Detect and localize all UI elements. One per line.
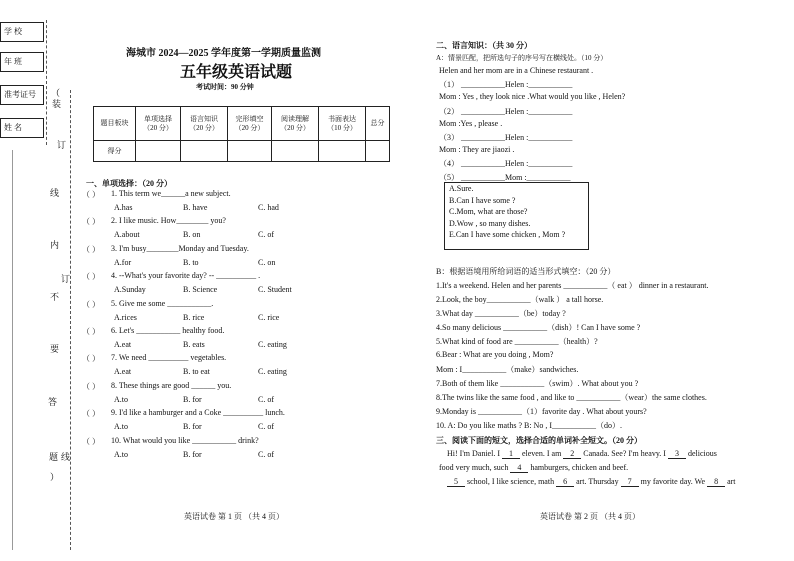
- option-label[interactable]: A.rices: [114, 312, 137, 322]
- question-stem: 5. Give me some ___________.: [111, 298, 214, 308]
- answer-paren[interactable]: （ ）: [82, 299, 100, 309]
- fill-line: 3.What day ___________（be）today ?: [436, 309, 566, 318]
- fill-line: 6.Bear : What are you doing , Mom?: [436, 350, 554, 359]
- seal-char: 内: [50, 240, 60, 250]
- school-field[interactable]: [0, 22, 44, 42]
- passage-text: my favorite day. We: [638, 477, 708, 486]
- passage-text: delicious: [685, 449, 717, 458]
- passage-line: [447, 449, 717, 459]
- section2-title: 二、语言知识：（共 30 分）: [436, 41, 532, 50]
- seal-line: [70, 90, 71, 550]
- fill-line: Mom : I___________（make）sandwiches.: [436, 365, 579, 374]
- class-label: 年 班: [4, 57, 22, 66]
- binding-line: [46, 20, 47, 145]
- name-label: 姓 名: [4, 123, 22, 132]
- option-label[interactable]: C. of: [258, 230, 274, 240]
- fill-line: 7.Both of them like ___________（swim）. What about you ?: [436, 379, 639, 388]
- exam-time: 考试时间：90 分钟: [196, 83, 254, 91]
- blank-number[interactable]: 6: [556, 477, 574, 487]
- seal-char: 订: [57, 140, 67, 150]
- answer-paren[interactable]: （ ）: [82, 354, 100, 364]
- score-cell[interactable]: [366, 141, 390, 162]
- dialog-line: （2） ___________Helen :___________: [439, 106, 573, 116]
- option-label[interactable]: A.has: [114, 203, 133, 212]
- inner-char: 订: [61, 274, 71, 284]
- question-stem: 3. I'm busy________Monday and Tuesday.: [111, 243, 249, 253]
- score-header: 完形填空 （20 分）: [228, 107, 272, 141]
- option-label[interactable]: B. for: [183, 394, 202, 404]
- option-label[interactable]: C. eating: [258, 367, 287, 377]
- option-label[interactable]: C. of: [258, 422, 274, 432]
- seal-char: 答: [48, 397, 58, 407]
- passage-text: Hi! I'm Daniel. I: [447, 449, 502, 458]
- score-header: 总分: [366, 107, 390, 141]
- option-label[interactable]: B. rice: [183, 312, 205, 322]
- answer-paren[interactable]: （ ）: [82, 244, 100, 254]
- answer-paren[interactable]: （ ）: [82, 327, 100, 336]
- dialog-line: （4） ___________Helen :___________: [439, 159, 573, 169]
- option-label[interactable]: C. rice: [258, 312, 280, 322]
- page-edge: [12, 150, 13, 550]
- seal-char: 题: [49, 452, 59, 462]
- question-stem: 2. I like music. How________ you?: [111, 216, 226, 226]
- page2-footer: 英语试卷 第 2 页 （共 4 页）: [540, 512, 640, 521]
- dialog-line: （3） ___________Helen :___________: [439, 133, 573, 142]
- blank-number[interactable]: 7: [621, 477, 639, 487]
- option-c: C.Mom, what are those?: [449, 207, 528, 216]
- inner-char: 线: [61, 452, 71, 462]
- option-label[interactable]: C. on: [258, 257, 276, 267]
- exam-title: 海城市 2024—2025 学年度第一学期质量监测: [126, 48, 321, 59]
- fill-line: 1.It's a weekend. Helen and her parents ___________（ eat ） dinner in a restaurant.: [436, 281, 709, 290]
- seal-char: （: [51, 88, 61, 98]
- question-stem: 1. This term we______a new subject.: [111, 189, 231, 198]
- answer-paren[interactable]: （ ）: [82, 217, 100, 227]
- blank-number[interactable]: 1: [502, 449, 520, 459]
- score-header: 书面表达 （10 分）: [319, 107, 366, 141]
- class-field[interactable]: [0, 52, 44, 72]
- blank-number[interactable]: 2: [563, 449, 581, 459]
- question-stem: 10. What would you like ___________ drink?: [111, 435, 259, 445]
- blank-number[interactable]: 5: [447, 477, 465, 487]
- dialog-line: Mom : Yes , they look nice .What would you like , Helen?: [439, 92, 626, 102]
- option-label[interactable]: A.for: [114, 257, 132, 267]
- seal-char: 装: [52, 99, 62, 109]
- school-label: 学 校: [4, 27, 22, 36]
- exam-id-label: 准考证号: [4, 90, 36, 99]
- options-box: [444, 182, 589, 250]
- option-label[interactable]: C. eating: [258, 340, 287, 349]
- answer-paren[interactable]: （ ）: [82, 190, 100, 199]
- score-header: 题目板块: [94, 107, 136, 141]
- question-stem: 4. --What's your favorite day? -- __________ .: [111, 271, 261, 281]
- option-label[interactable]: C. Student: [258, 285, 292, 295]
- fill-line: 5.What kind of food are ___________（health）?: [436, 337, 598, 346]
- dialog-line: （1） ___________Helen :___________: [439, 80, 573, 90]
- option-label[interactable]: A.to: [114, 422, 128, 432]
- seal-char: 线: [50, 188, 60, 198]
- passage-text: hamburgers, chicken and beef.: [528, 463, 629, 472]
- option-a: A.Sure.: [449, 184, 474, 193]
- passage-text: art. Thursday: [574, 477, 621, 486]
- blank-number[interactable]: 8: [707, 477, 725, 487]
- option-b: B.Can I have some ?: [449, 195, 516, 205]
- option-e: E.Can I have some chicken , Mom ?: [449, 230, 566, 239]
- option-label[interactable]: B. eats: [183, 340, 205, 349]
- option-label[interactable]: B. for: [183, 422, 202, 432]
- option-label[interactable]: C. of: [258, 394, 274, 404]
- answer-paren[interactable]: （ ）: [82, 381, 100, 391]
- fill-line: 2.Look, the boy___________（walk ） a tall horse.: [436, 295, 604, 304]
- option-label[interactable]: C. had: [258, 203, 279, 212]
- score-cell[interactable]: [136, 141, 181, 162]
- seal-char: 要: [50, 344, 60, 354]
- seal-char: 不: [50, 292, 60, 302]
- passage-text: art: [725, 477, 736, 486]
- score-header: 单项选择 （20 分）: [136, 107, 181, 141]
- fill-line: 8.The twins like the same food , and like to ___________（wear）the same clothes.: [436, 393, 707, 402]
- answer-paren[interactable]: （ ）: [82, 272, 100, 282]
- seal-char: ）: [50, 472, 60, 482]
- option-label[interactable]: A.eat: [114, 367, 132, 377]
- passage-text: Canada. See? I'm heavy. I: [581, 449, 668, 458]
- partB-title: B：根据语境用所给词语的适当形式填空：（20 分）: [436, 267, 616, 276]
- section1-title: 一、单项选择：（20 分）: [86, 179, 172, 188]
- passage-line: [439, 463, 628, 473]
- option-label[interactable]: A.Sunday: [114, 285, 146, 295]
- fill-line: 9.Monday is ___________（1）favorite day . What about yours?: [436, 407, 647, 416]
- option-label[interactable]: B. to eat: [183, 367, 210, 377]
- exam-id-field[interactable]: [0, 85, 44, 105]
- score-cell[interactable]: [181, 141, 228, 162]
- passage-text: food very much, such: [439, 463, 511, 472]
- option-label[interactable]: B. Science: [183, 285, 218, 295]
- score-header: 阅读理解 （20 分）: [272, 107, 319, 141]
- dialog-line: Helen and her mom are in a Chinese restaurant .: [439, 66, 594, 75]
- option-label[interactable]: B. have: [183, 203, 208, 212]
- blank-number[interactable]: 4: [510, 463, 528, 473]
- dialog-line: Mom :Yes , please .: [439, 118, 503, 128]
- passage-text: eleven. I am: [519, 449, 564, 458]
- answer-paren[interactable]: （ ）: [82, 409, 100, 419]
- page1-footer: 英语试卷 第 1 页 （共 4 页）: [184, 512, 284, 521]
- passage-line: [447, 477, 736, 487]
- blank-number[interactable]: 3: [668, 449, 686, 459]
- question-stem: 8. These things are good ______ you.: [111, 380, 232, 390]
- option-label[interactable]: A.eat: [114, 340, 132, 349]
- name-field[interactable]: [0, 118, 44, 138]
- passage-text: school, I like science, math: [465, 477, 557, 486]
- dialog-line: （5） ___________Mom :___________: [439, 172, 571, 182]
- option-label[interactable]: B. for: [183, 449, 202, 459]
- fill-line: 10. A: Do you like maths ? B: No , I___________（do）.: [436, 421, 622, 430]
- question-stem: 9. I'd like a hamburger and a Coke __________ lunch.: [111, 408, 285, 418]
- section3-title: 三、阅读下面的短文，选择合适的单词补全短文。（20 分）: [436, 436, 642, 445]
- fill-line: 4.So many delicious ___________（dish）! Can I have some ?: [436, 323, 641, 332]
- option-d: D.Wow , so many dishes.: [449, 218, 531, 228]
- score-header: 语言知识 （20 分）: [181, 107, 228, 141]
- partA-title: A：情景匹配，把所选句子的序号写在横线处。（10 分）: [436, 54, 608, 62]
- option-label[interactable]: A.about: [114, 230, 140, 240]
- option-label[interactable]: A.to: [114, 394, 128, 404]
- option-label[interactable]: B. to: [183, 257, 199, 267]
- option-label[interactable]: A.to: [114, 449, 128, 459]
- answer-paren[interactable]: （ ）: [82, 436, 100, 446]
- option-label[interactable]: B. on: [183, 230, 201, 240]
- option-label[interactable]: C. of: [258, 449, 274, 459]
- score-cell[interactable]: [319, 141, 366, 162]
- score-cell[interactable]: [272, 141, 319, 162]
- exam-subtitle: 五年级英语试题: [180, 64, 293, 81]
- dialog-line: Mom : They are jiaozi .: [439, 145, 515, 155]
- score-cell[interactable]: [228, 141, 272, 162]
- score-row-label: 得分: [94, 141, 136, 162]
- question-stem: 7. We need __________ vegetables.: [111, 353, 227, 363]
- score-table: [93, 106, 390, 162]
- question-stem: 6. Let's ___________ healthy food.: [111, 326, 225, 335]
